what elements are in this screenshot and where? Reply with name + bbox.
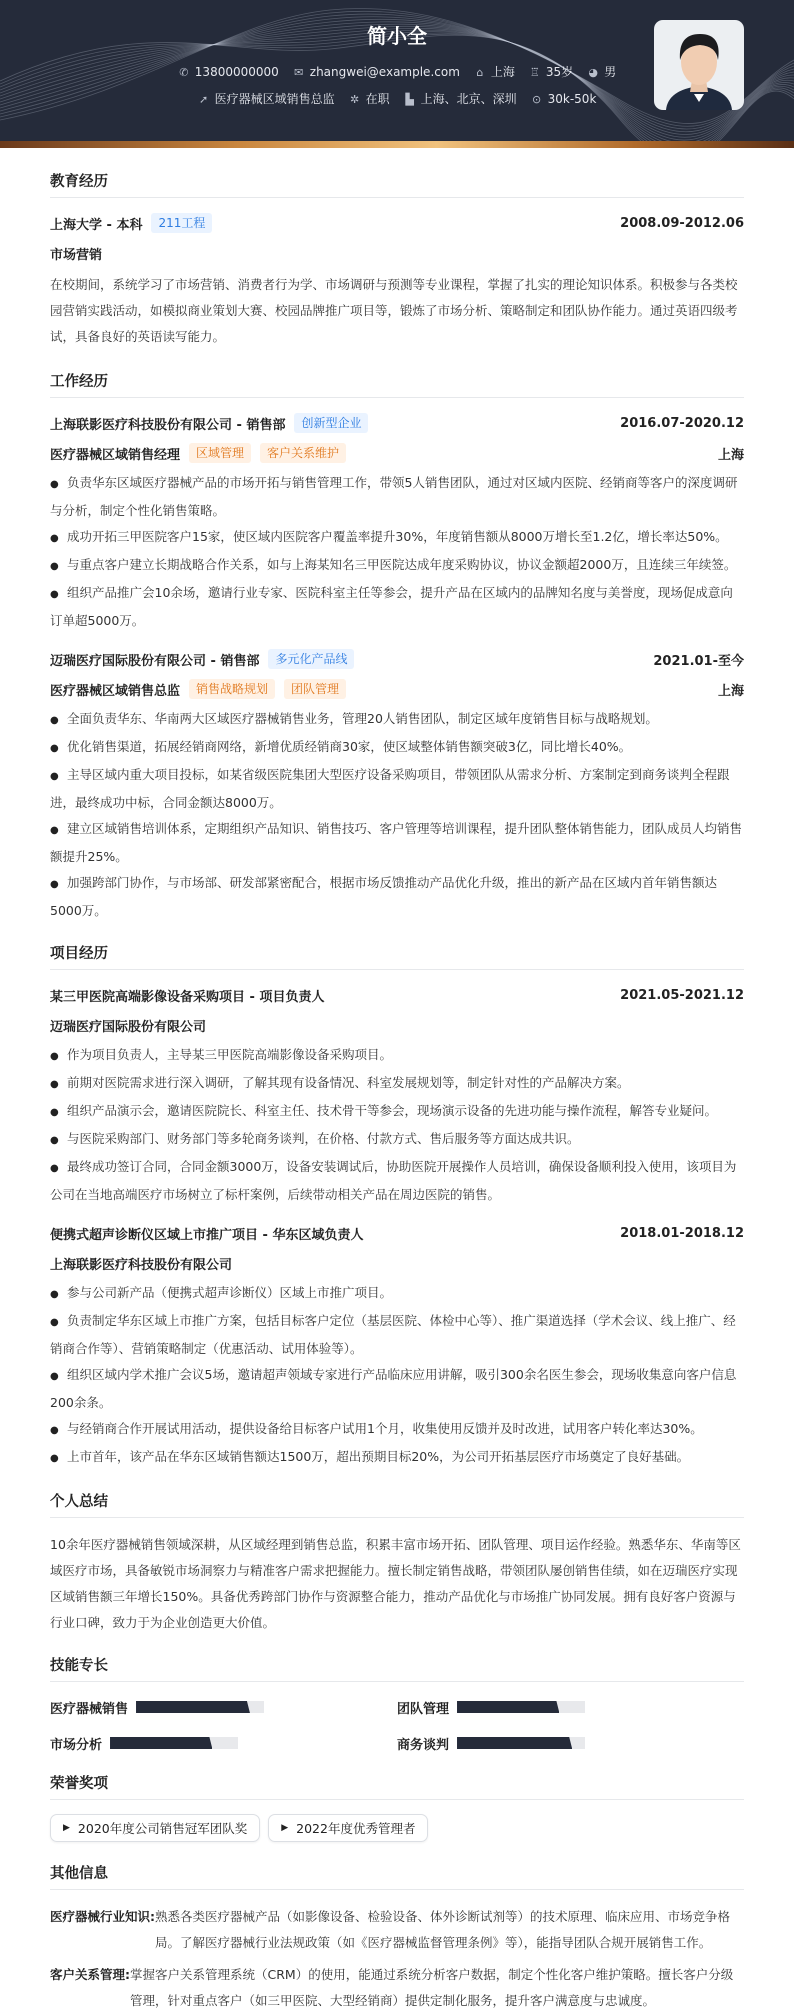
bullet-dot: ● — [50, 1425, 59, 1436]
work-title — [50, 649, 354, 669]
project-header — [50, 984, 744, 1006]
education-date: 2008.09-2012.06 — [620, 215, 744, 231]
skill-item — [50, 1732, 397, 1754]
bullet-dot: ● — [50, 1317, 59, 1328]
info-item — [293, 65, 460, 79]
bullet-text: 全面负责华东、华南两大区域医疗器械销售业务，管理20人销售团队，制定区域年度销售目标与战略规划。 — [67, 711, 658, 726]
list-item — [50, 524, 744, 552]
company-name: 迈瑞医疗国际股份有限公司 - 销售部 — [50, 653, 260, 669]
bullet-text: 负责华东区域医疗器械产品的市场开拓与销售管理工作，带领5人销售团队，通过对区域内医院、经销商等客户的深度调研与分析，制定个性化销售策略。 — [50, 475, 738, 518]
list-item — [50, 1126, 744, 1154]
resume-header — [0, 0, 794, 141]
skill-item — [397, 1732, 744, 1754]
other-info-section — [50, 1862, 744, 2014]
bullet-text: 参与公司新产品（便携式超声诊断仪）区域上市推广项目。 — [67, 1285, 393, 1300]
bullet-text: 前期对医院需求进行深入调研，了解其现有设备情况、科室发展规划等，制定针对性的产品解决方案。 — [67, 1075, 630, 1090]
role — [50, 443, 346, 463]
triangle-right-icon: ▶ — [281, 1823, 289, 1833]
skill-bar-fill — [110, 1737, 212, 1749]
project-date: 2018.01-2018.12 — [620, 1225, 744, 1241]
bullet-text: 主导区域内重大项目投标，如某省级医院集团大型医疗设备采购项目，带领团队从需求分析、方案制定到商务谈判全程跟进，最终成功中标，合同金额达8000万。 — [50, 767, 730, 810]
list-item — [50, 1362, 744, 1416]
bullet-list — [50, 706, 744, 924]
other-info-item — [50, 1962, 744, 2014]
bullet-dot: ● — [50, 1163, 59, 1174]
bullet-dot: ● — [50, 561, 59, 572]
role — [50, 679, 346, 699]
avatar-photo — [654, 20, 744, 110]
info-text: 30k-50k — [547, 92, 597, 106]
skill-tag: 客户关系维护 — [260, 443, 346, 463]
skill-tag: 团队管理 — [284, 679, 346, 699]
bullet-dot: ● — [50, 825, 59, 836]
other-info-label: 医疗器械行业知识: — [50, 1909, 155, 1924]
skill-bar-fill — [457, 1701, 559, 1713]
info-text: 上海、北京、深圳 — [420, 92, 517, 106]
bullet-list — [50, 1280, 744, 1472]
section-title: 技能专长 — [50, 1654, 744, 1682]
info-item — [531, 92, 597, 106]
skill-tag: 销售战略规划 — [189, 679, 275, 699]
project-company-row — [50, 1252, 744, 1274]
work-item — [50, 648, 744, 924]
bullet-text: 成功开拓三甲医院客户15家，使区域内医院客户覆盖率提升30%，年度销售额从8000万增长至1.2亿，增长率达50%。 — [67, 529, 728, 544]
company-name: 上海联影医疗科技股份有限公司 - 销售部 — [50, 417, 286, 433]
project-name: 某三甲医院高端影像设备采购项目 - 项目负责人 — [50, 989, 325, 1005]
bullet-dot: ● — [50, 1135, 59, 1146]
role-title: 医疗器械区域销售总监 — [50, 683, 181, 699]
info-item — [178, 65, 279, 79]
phone-icon: ✆ — [179, 66, 189, 79]
home-icon: ⌂ — [476, 66, 484, 79]
bullet-dot: ● — [50, 1051, 59, 1062]
bullet-text: 建立区域销售培训体系，定期组织产品知识、销售技巧、客户管理等培训课程，提升团队整体销售能力，团队成员人均销售额提升25%。 — [50, 821, 743, 864]
bullet-text: 与经销商合作开展试用活动，提供设备给目标客户试用1个月，收集使用反馈并及时改进，试用客户转化率达30%。 — [67, 1421, 703, 1436]
skill-bar — [457, 1737, 585, 1749]
bullet-text: 与重点客户建立长期战略合作关系，如与上海某知名三甲医院达成年度采购协议，协议金额超2000万，且连续三年续签。 — [67, 557, 737, 572]
role-title: 医疗器械区域销售经理 — [50, 447, 181, 463]
section-title: 荣誉奖项 — [50, 1772, 744, 1800]
bullet-text: 组织产品推广会10余场，邀请行业专家、医院科室主任等参会，提升产品在区域内的品牌知名度与美誉度，现场促成意向订单超5000万。 — [50, 585, 733, 628]
work-header — [50, 412, 744, 434]
awards-section — [50, 1772, 744, 1842]
section-title: 教育经历 — [50, 170, 744, 198]
bullet-dot: ● — [50, 1371, 59, 1382]
section-title: 工作经历 — [50, 370, 744, 398]
list-item — [50, 1280, 744, 1308]
info-item — [474, 63, 515, 80]
info-item — [529, 63, 573, 80]
skill-bar — [136, 1701, 264, 1713]
skill-name: 团队管理 — [397, 1701, 450, 1717]
work-section — [50, 370, 744, 924]
list-item — [50, 734, 744, 762]
other-info-label: 客户关系管理: — [50, 1967, 130, 1982]
gender-icon: ◕ — [588, 66, 598, 79]
skills-section — [50, 1654, 744, 1754]
list-item — [50, 762, 744, 816]
education-section — [50, 170, 744, 350]
info-text: 35岁 — [545, 65, 574, 79]
bullet-dot: ● — [50, 1289, 59, 1300]
bullet-dot: ● — [50, 1107, 59, 1118]
bullet-dot: ● — [50, 589, 59, 600]
info-text: 男 — [604, 65, 617, 79]
bullet-text: 加强跨部门协作，与市场部、研发部紧密配合，根据市场反馈推动产品优化升级，推出的新产品在区域内首年销售额达5000万。 — [50, 875, 718, 918]
info-text: zhangwei@example.com — [309, 65, 460, 79]
skill-item — [50, 1696, 397, 1718]
project-company: 上海联影医疗科技股份有限公司 — [50, 1257, 233, 1273]
list-item — [50, 1070, 744, 1098]
work-title — [50, 413, 368, 433]
work-item — [50, 412, 744, 634]
role-row — [50, 442, 744, 464]
bullet-dot: ● — [50, 715, 59, 726]
info-text: 上海 — [490, 65, 515, 79]
status-icon: ✲ — [349, 93, 360, 106]
project-name: 便携式超声诊断仪区域上市推广项目 - 华东区域负责人 — [50, 1227, 364, 1243]
bullet-text: 组织产品演示会，邀请医院院长、科室主任、技术骨干等参会，现场演示设备的先进功能与操作流程，解答专业疑问。 — [67, 1103, 718, 1118]
bullet-dot: ● — [50, 479, 59, 490]
skill-item — [397, 1696, 744, 1718]
bullet-text: 作为项目负责人，主导某三甲医院高端影像设备采购项目。 — [67, 1047, 393, 1062]
other-info-text: 掌握客户关系管理系统（CRM）的使用，能通过系统分析客户数据，制定个性化客户维护策略。擅长客户分级管理，针对重点客户（如三甲医院、大型经销商）提供定制化服务，提升客户满意度与忠诚度。 — [130, 1967, 734, 2008]
info-item — [587, 63, 616, 80]
award-item — [50, 1814, 260, 1842]
work-header — [50, 648, 744, 670]
bullet-text: 负责制定华东区域上市推广方案，包括目标客户定位（基层医院、体检中心等）、推广渠道选择（学术会议、线上推广、经销商合作等）、营销策略制定（优惠活动、试用体验等）。 — [50, 1313, 736, 1356]
list-item — [50, 1098, 744, 1126]
info-item — [404, 90, 517, 107]
skill-tag: 区域管理 — [189, 443, 251, 463]
project-header — [50, 1222, 744, 1244]
project-date: 2021.05-2021.12 — [620, 987, 744, 1003]
skill-bar — [110, 1737, 238, 1749]
list-item — [50, 1308, 744, 1362]
project-item — [50, 984, 744, 1208]
list-item — [50, 470, 744, 524]
skill-bar-fill — [136, 1701, 250, 1713]
list-item — [50, 552, 744, 580]
other-info-item — [50, 1904, 744, 1956]
company-tag: 多元化产品线 — [268, 649, 354, 669]
list-item — [50, 1042, 744, 1070]
work-location: 上海 — [717, 683, 744, 699]
work-date: 2021.01-至今 — [653, 653, 744, 669]
section-title: 个人总结 — [50, 1490, 744, 1518]
education-description: 在校期间，系统学习了市场营销、消费者行为学、市场调研与预测等专业课程，掌握了扎实的理论知识体系。积极参与各类校园营销实践活动，如模拟商业策划大赛、校园品牌推广项目等，锻炼了市场分析、策略制定和团队协作能力。通过英语四级考试，具备良好的英语读写能力。 — [50, 277, 738, 344]
skill-name: 市场分析 — [50, 1737, 103, 1753]
section-title: 项目经历 — [50, 942, 744, 970]
list-item — [50, 816, 744, 870]
skill-bar-fill — [457, 1737, 572, 1749]
work-location: 上海 — [717, 447, 744, 463]
list-item — [50, 870, 744, 924]
bullet-dot: ● — [50, 879, 59, 890]
bullet-dot: ● — [50, 1079, 59, 1090]
project-company-row — [50, 1014, 744, 1036]
skill-bar — [457, 1701, 585, 1713]
work-date: 2016.07-2020.12 — [620, 415, 744, 431]
cake-icon: ♖ — [529, 66, 540, 79]
bullet-dot: ● — [50, 533, 59, 544]
skill-name: 商务谈判 — [397, 1737, 450, 1753]
list-item — [50, 1416, 744, 1444]
school-tag: 211工程 — [151, 213, 212, 233]
projects-section — [50, 942, 744, 1472]
project-item — [50, 1222, 744, 1472]
candidate-name: 简小全 — [367, 24, 427, 48]
list-item — [50, 580, 744, 634]
bullet-list — [50, 470, 744, 634]
bullet-text: 组织区域内学术推广会议5场，邀请超声领域专家进行产品临床应用讲解，吸引300余名医生参会，现场收集意向客户信息200余条。 — [50, 1367, 737, 1410]
salary-icon: ⊙ — [532, 93, 542, 106]
company-tag: 创新型企业 — [294, 413, 368, 433]
award-text: 2022年度优秀管理者 — [296, 1821, 416, 1836]
building-icon: ▙ — [405, 93, 414, 106]
bullet-list — [50, 1042, 744, 1208]
info-item — [198, 90, 335, 107]
award-item — [268, 1814, 428, 1842]
section-title: 其他信息 — [50, 1862, 744, 1890]
info-text: 13800000000 — [194, 65, 279, 79]
bullet-text: 与医院采购部门、财务部门等多轮商务谈判，在价格、付款方式、售后服务等方面达成共识。 — [67, 1131, 580, 1146]
bullet-dot: ● — [50, 771, 59, 782]
other-info-text: 熟悉各类医疗器械产品（如影像设备、检验设备、体外诊断试剂等）的技术原理、临床应用、市场竞争格局。了解医疗器械行业法规政策（如《医疗器械监督管理条例》等），能指导团队合规开展销售工作。 — [155, 1909, 731, 1950]
triangle-right-icon: ▶ — [63, 1823, 70, 1833]
mail-icon: ✉ — [294, 66, 304, 79]
header-accent-bar — [0, 141, 794, 148]
school-name: 上海大学 - 本科 — [50, 217, 143, 233]
list-item — [50, 1444, 744, 1472]
award-text: 2020年度公司销售冠军团队奖 — [77, 1821, 248, 1836]
send-icon: ➚ — [198, 93, 209, 106]
bullet-text: 优化销售渠道，拓展经销商网络，新增优质经销商30家，使区域整体销售额突破3亿，同比增长40%。 — [67, 739, 632, 754]
bullet-text: 最终成功签订合同，合同金额3000万，设备安装调试后，协助医院开展操作人员培训，确保设备顺利投入使用，该项目为公司在当地高端医疗市场树立了标杆案例，后续带动相关产品在周边医院的销售。 — [50, 1159, 737, 1202]
info-item — [349, 90, 390, 107]
skill-name: 医疗器械销售 — [50, 1701, 129, 1717]
major: 市场营销 — [50, 247, 103, 263]
list-item — [50, 706, 744, 734]
bullet-dot: ● — [50, 1453, 59, 1464]
list-item — [50, 1154, 744, 1208]
bullet-text: 上市首年，该产品在华东区域销售额达1500万，超出预期目标20%，为公司开拓基层医疗市场奠定了良好基础。 — [67, 1449, 690, 1464]
summary-text: 10余年医疗器械销售领域深耕，从区域经理到销售总监，积累丰富市场开拓、团队管理、项目运作经验。熟悉华东、华南等区域医疗市场，具备敏锐市场洞察力与精准客户需求把握能力。擅长制定销售战略，带领团队屡创销售佳绩，如在迈瑞医疗实现区域销售额三年增长150%。具备优秀跨部门协作与资源整合能力，推动产品优化与市场推广协同发展。拥有良好客户资源与行业口碑，致力于为企业创造更大价值。 — [50, 1537, 741, 1630]
project-company: 迈瑞医疗国际股份有限公司 — [50, 1019, 207, 1035]
role-row — [50, 678, 744, 700]
summary-section — [50, 1490, 744, 1636]
bullet-dot: ● — [50, 743, 59, 754]
info-text: 医疗器械区域销售总监 — [214, 92, 335, 106]
info-text: 在职 — [365, 92, 390, 106]
